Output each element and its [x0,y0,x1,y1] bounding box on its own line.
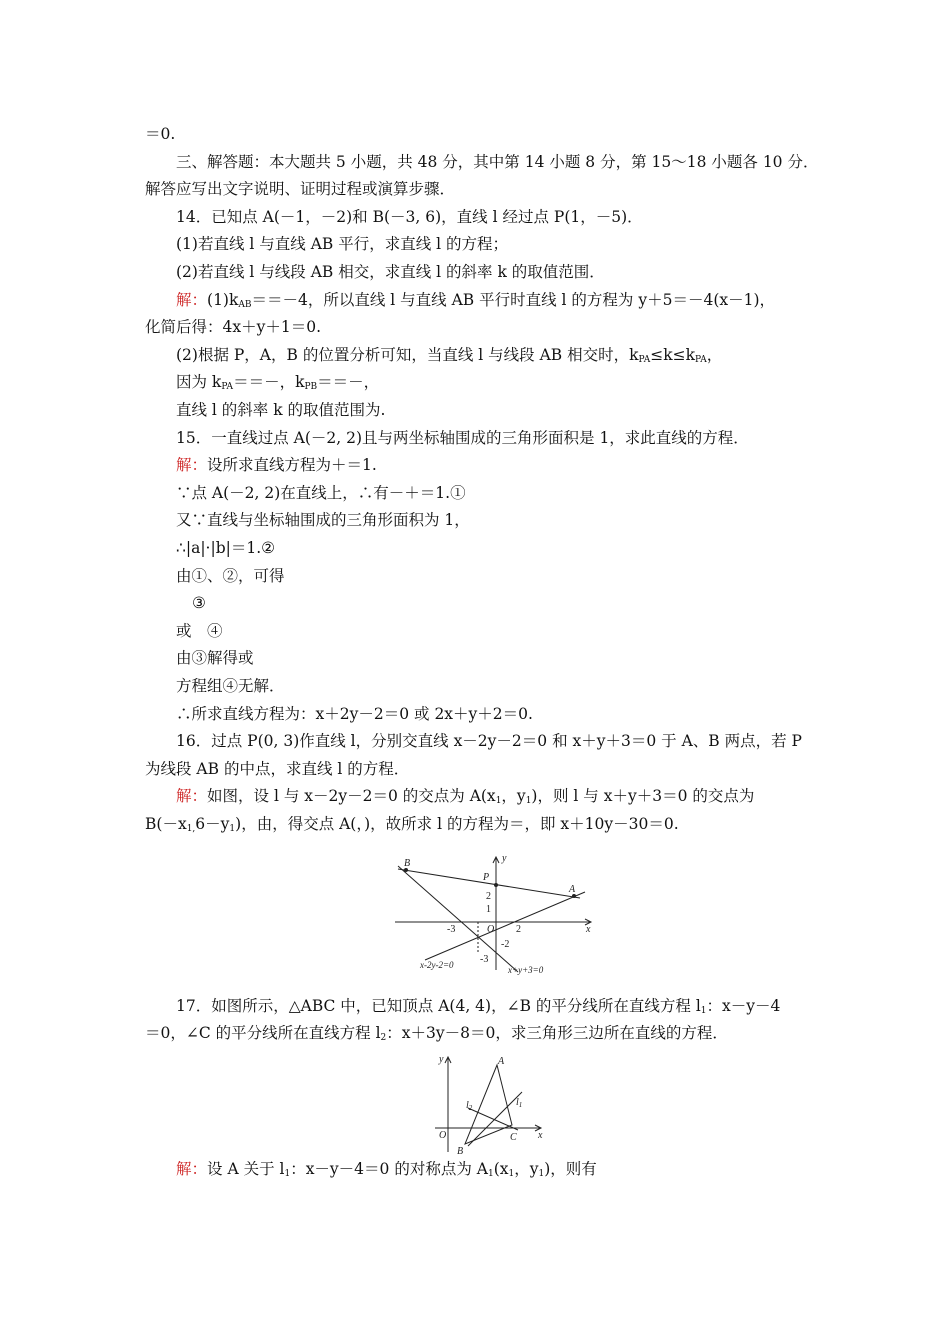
label-p: P [483,872,490,883]
text-line: (1)若直线 l 与直线 AB 平行，求直线 l 的方程； [176,235,509,253]
label-eq1: x-2y-2=0 [420,960,454,970]
label-y: y [439,1054,444,1065]
text-line: 解：如图，设 l 与 x－2y－2＝0 的交点为 $A(x_1$，$y_1$)，则 l 与 x＋y＋3＝0 的交点为 [176,787,755,806]
text-line: 三、解答题：本大题共 5 小题，共 48 分，其中第 14 小题 8 分，第 15～18 小题各 10 分． [176,153,819,171]
text-line: ＝0，∠C 的平分线所在直线方程 $l_2$：x＋3y－8＝0，求三角形三边所在直线的方程． [145,1024,728,1043]
label-origin: O [439,1130,447,1141]
problem-14: 14．已知点 A(－1，－2)和 B(－3, 6)，直线 l 经过点 P(1，－5)． [176,208,643,226]
text-line: ③ [192,594,206,612]
figure-17-triangle [430,1050,550,1160]
text-line: ∴所求直线方程为：x＋2y－2＝0 或 2x＋y＋2＝0. [176,705,533,723]
text-line: ∴|a|·|b|＝1.② [176,539,276,557]
solution-label: 解： [176,787,208,805]
tick-y-2: 2 [486,891,491,902]
solution-label: 解： [176,291,208,309]
problem-15: 15．一直线过点 A(－2, 2)且与两坐标轴围成的三角形面积是 1，求此直线的方程． [176,429,749,447]
problem-17: 17．如图所示，△ABC 中，已知顶点 A(4, 4)，∠B 的平分线所在直线方程 $l_1$：x－y－4 [176,997,781,1016]
label-b: B [457,1146,464,1157]
label-b: B [404,858,411,869]
text-line: 因为 $k_{PA}==-$，$k_{PB}==-$， [176,373,380,392]
text-line: 为线段 AB 的中点，求直线 l 的方程． [145,760,410,778]
text-line: 由①、②，可得 [176,567,285,585]
text-line: (2)根据 P，A，B 的位置分析可知，当直线 l 与线段 AB 相交时，$k_{PA}\le k\le k_{PA}$， [176,346,723,365]
text-line: 解：设所求直线方程为＋＝1. [176,456,377,474]
tick-x-2: 2 [516,924,521,935]
solution-label: 解： [176,1160,208,1178]
text-line: 化简后得：4x＋y＋1＝0. [145,318,322,336]
text-line: (2)若直线 l 与线段 AB 相交，求直线 l 的斜率 k 的取值范围． [176,263,605,281]
text-line: 解：设 A 关于 $l_1$：x－y－4＝0 的对称点为 $A_1(x_1$，$y_1$)，则有 [176,1160,597,1179]
text-line: ＝0. [145,125,176,143]
label-origin: O [487,924,495,935]
tick-x-neg3: -3 [447,924,456,935]
figure-16-graph [390,852,600,977]
tick-y-neg3: -3 [480,954,489,965]
label-eq2: x+y+3=0 [508,965,544,975]
tick-y-neg2: -2 [501,939,510,950]
text-line: 方程组④无解． [176,677,285,695]
tick-y-1: 1 [486,904,491,915]
text-line: $B(-x_{1,}6-y_1)$，由，得交点 A(，)，故所求 l 的方程为＝，即 x＋10y－30＝0. [145,815,679,834]
text-line: 或 ④ [176,622,223,640]
text-line: ∵点 A(－2, 2)在直线上，∴有－＋＝1.① [176,484,466,502]
point-p [494,883,498,887]
text-line: 解：$(1)k_{AB}==-4$，所以直线 l 与直线 AB 平行时直线 l 的方程为 y＋5＝－4(x－1)， [176,291,776,310]
label-a: A [569,884,576,895]
label-l2: $l_2$ [466,1100,473,1112]
label-c: C [510,1132,517,1143]
text-line: 直线 l 的斜率 k 的取值范围为. [176,401,386,419]
problem-16: 16．过点 P(0, 3)作直线 l，分别交直线 x－2y－2＝0 和 x＋y＋3＝0 于 A、B 两点，若 P [176,732,802,750]
solution-label: 解： [176,456,208,474]
label-x: x [538,1130,543,1141]
label-l1: $l_1$ [516,1097,523,1109]
line-x-plus-y-plus-3 [398,866,518,972]
label-x: x [586,924,591,935]
text-line: 由③解得或 [176,649,254,667]
label-a: A [498,1056,505,1067]
label-y: y [502,853,507,864]
text-line: 解答应写出文字说明、证明过程或演算步骤． [145,180,456,198]
text-line: 又∵直线与坐标轴围成的三角形面积为 1， [176,511,470,529]
